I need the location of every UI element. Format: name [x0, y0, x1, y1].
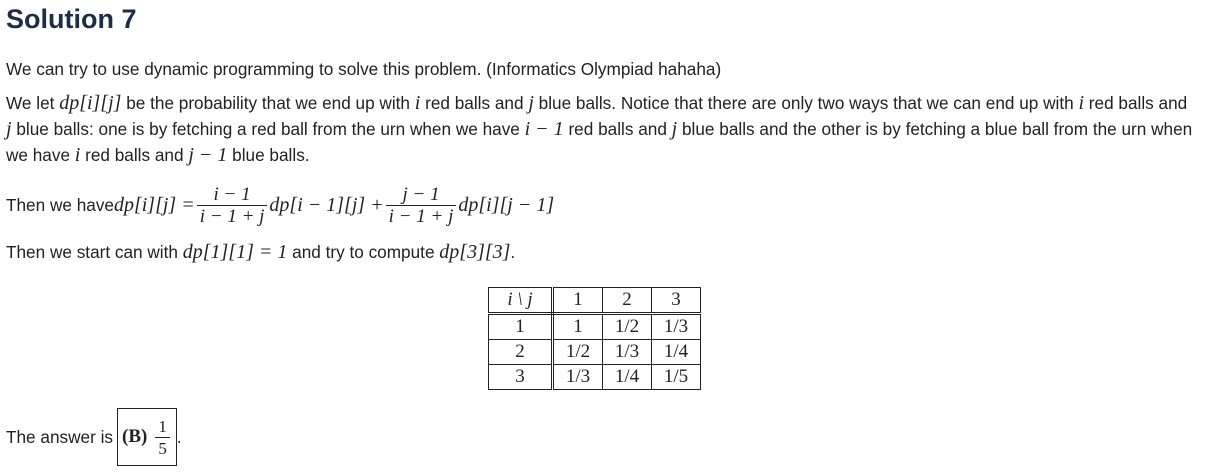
math-lhs: dp[i][j] = [113, 194, 195, 216]
intro-paragraph: We can try to use dynamic programming to solve this problem. (Informatics Olympiad hahaha) [6, 59, 722, 79]
fraction-denominator: i − 1 + j [197, 205, 268, 227]
text: red balls and [563, 119, 672, 139]
text: We let [6, 93, 60, 113]
definition-paragraph [6, 90, 1196, 168]
solution-title: Solution 7 [6, 4, 137, 34]
table-cell: 1/3 [603, 340, 652, 365]
fraction-1 [197, 184, 268, 227]
column-header: 2 [603, 288, 652, 314]
fraction-2 [386, 184, 457, 227]
text: red balls and [1084, 93, 1188, 113]
corner-label: i \ j [507, 289, 533, 310]
row-header: 3 [489, 365, 553, 390]
math-i: i [74, 144, 81, 166]
table-row [489, 365, 701, 390]
math-i-minus-1: i − 1 [524, 118, 564, 140]
fraction-numerator: 1 [158, 416, 167, 436]
math-base-case: dp[1][1] = 1 [182, 241, 288, 263]
text: red balls and [80, 145, 189, 165]
math-term-1: dp[i − 1][j] + [269, 194, 384, 216]
text: blue balls: one is by fetching a red ball from the urn when we have [11, 119, 525, 139]
column-header: 1 [553, 288, 603, 314]
math-term-2: dp[i][j − 1] [458, 194, 555, 216]
table-cell: 1/2 [603, 314, 652, 340]
text: . [510, 242, 516, 262]
answer-box [117, 408, 177, 466]
text: blue balls. Notice that there are only two ways that we can end up with [533, 93, 1079, 113]
fraction-denominator: i − 1 + j [386, 205, 457, 227]
math-j: j [528, 92, 534, 114]
text: The answer is [6, 427, 113, 447]
text: Then we have [6, 195, 114, 215]
text: and try to compute [287, 242, 440, 262]
math-i: i [1078, 92, 1085, 114]
column-header: 3 [652, 288, 701, 314]
row-header: 2 [489, 340, 553, 365]
math-dp-ij: dp[i][j] [59, 92, 122, 114]
table-header-row [489, 288, 701, 314]
text: blue balls. [227, 145, 310, 165]
table-cell: 1/5 [652, 365, 701, 390]
math-j-minus-1: j − 1 [188, 144, 228, 166]
text: Then we start can with [6, 242, 183, 262]
math-j: j [671, 118, 678, 140]
table-row [489, 314, 701, 340]
text: red balls and [420, 93, 529, 113]
answer-choice: (B) [122, 426, 148, 447]
table-cell: 1/3 [553, 365, 603, 390]
table-cell: 1 [553, 314, 603, 340]
dp-table [488, 287, 701, 390]
start-paragraph [6, 239, 515, 265]
math-i: i [414, 92, 421, 114]
math-target: dp[3][3] [439, 241, 511, 263]
text: . [176, 427, 182, 447]
answer-paragraph [6, 408, 182, 466]
fraction-numerator: i − 1 [213, 183, 251, 205]
table-corner [489, 288, 553, 314]
recurrence-paragraph [6, 180, 554, 230]
fraction-numerator: j − 1 [402, 183, 440, 205]
row-header: 1 [489, 314, 553, 340]
table-cell: 1/3 [652, 314, 701, 340]
table-cell: 1/2 [553, 340, 603, 365]
answer-fraction [155, 416, 170, 459]
table-cell: 1/4 [652, 340, 701, 365]
table-row [489, 340, 701, 365]
text: blue balls and the other is by fetching a blue ball from the urn when we have [6, 119, 1193, 165]
text: be the probability that we end up with [121, 93, 415, 113]
math-j: j [6, 118, 12, 140]
fraction-denominator: 5 [155, 437, 170, 459]
table-cell: 1/4 [603, 365, 652, 390]
